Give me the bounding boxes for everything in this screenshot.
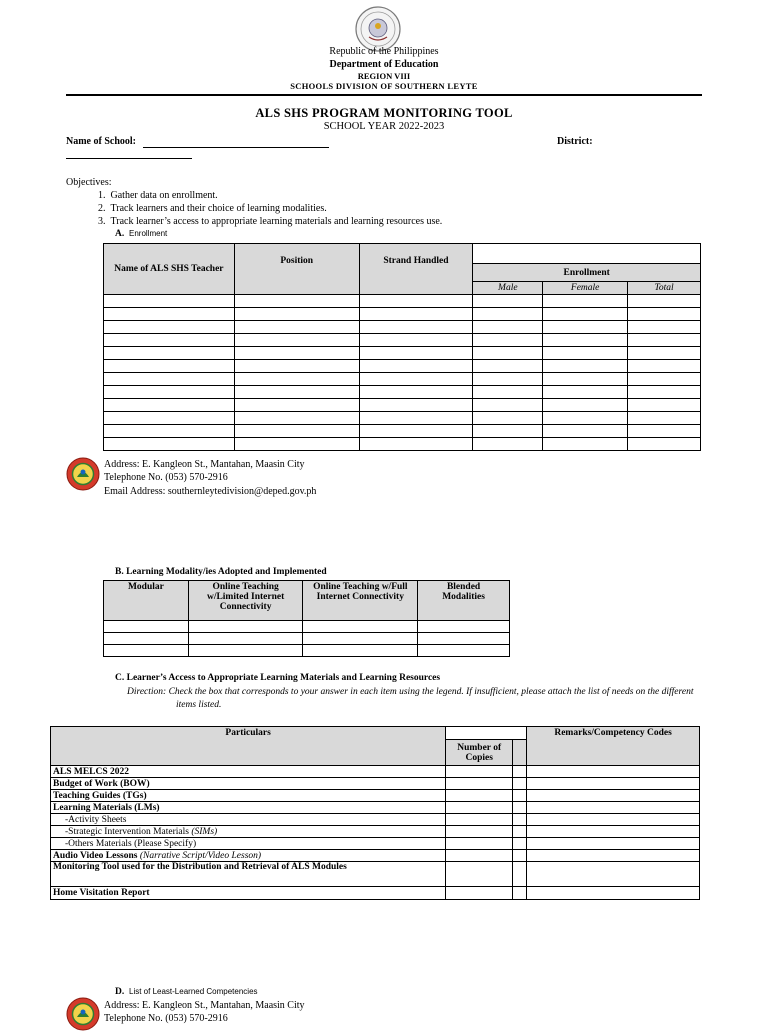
row-label [51, 850, 446, 862]
cell[interactable] [359, 321, 473, 334]
table-row [104, 347, 701, 360]
district-label: District: [557, 136, 593, 147]
table-row [51, 838, 700, 850]
cell[interactable] [188, 621, 303, 633]
cell[interactable] [104, 633, 189, 645]
cell[interactable] [446, 887, 513, 900]
cell[interactable] [359, 334, 473, 347]
cell[interactable] [359, 438, 473, 451]
objective-text: Track learner’s access to appropriate learning materials and learning resources use. [110, 216, 443, 227]
table-row [104, 645, 510, 657]
cell[interactable] [234, 308, 359, 321]
division-logo-icon [66, 997, 100, 1031]
cell[interactable] [359, 425, 473, 438]
footer-address: Address: E. Kangleon St., Mantahan, Maasin City [104, 459, 305, 470]
cell[interactable] [234, 386, 359, 399]
cell[interactable] [359, 308, 473, 321]
footer-email: Email Address: southernleytedivision@deped.gov.ph [104, 486, 317, 497]
row-label-italic: (SIMs) [191, 826, 218, 837]
cell[interactable] [234, 360, 359, 373]
row-label: Budget of Work (BOW) [51, 778, 446, 790]
cell[interactable] [628, 438, 701, 451]
col-strand: Strand Handled [359, 244, 473, 295]
division-line: SCHOOLS DIVISION OF SOUTHERN LEYTE [290, 81, 478, 91]
cell[interactable] [234, 425, 359, 438]
col-particulars: Particulars [51, 727, 446, 766]
cell[interactable] [513, 802, 527, 814]
row-label [51, 826, 446, 838]
row-label-italic: (Narrative Script/Video Lesson) [139, 850, 262, 861]
table-row [51, 826, 700, 838]
cell[interactable] [473, 360, 543, 373]
cell[interactable] [104, 645, 189, 657]
cell[interactable] [513, 826, 527, 838]
school-name-field[interactable] [143, 147, 329, 148]
cell[interactable] [446, 838, 513, 850]
col-position: Position [234, 244, 359, 295]
footer-telephone: Telephone No. (053) 570-2916 [104, 472, 228, 483]
cell[interactable] [513, 790, 527, 802]
table-row [104, 412, 701, 425]
cell[interactable] [473, 321, 543, 334]
cell[interactable] [628, 399, 701, 412]
table-row [51, 778, 700, 790]
row-label-text: -Strategic Intervention Materials [65, 826, 192, 837]
cell[interactable] [234, 399, 359, 412]
cell[interactable] [628, 334, 701, 347]
cell[interactable] [446, 766, 513, 778]
col-modular: Modular [104, 581, 189, 621]
footer-address: Address: E. Kangleon St., Mantahan, Maasin City [104, 1000, 305, 1011]
cell[interactable] [418, 633, 510, 645]
document-title: ALS SHS PROGRAM MONITORING TOOL [255, 106, 513, 120]
cell[interactable] [446, 790, 513, 802]
cell[interactable] [527, 862, 700, 887]
table-row [104, 386, 701, 399]
table-row [104, 438, 701, 451]
cell[interactable] [418, 621, 510, 633]
cell[interactable] [473, 373, 543, 386]
section-a-label [115, 229, 167, 239]
col-blended: Blended Modalities [418, 581, 510, 621]
cell[interactable] [543, 308, 628, 321]
col-online-full: Online Teaching w/Full Internet Connectivity [303, 581, 418, 621]
col-male: Male [473, 282, 543, 295]
cell[interactable] [473, 425, 543, 438]
cell[interactable] [104, 621, 189, 633]
cell[interactable] [543, 425, 628, 438]
cell[interactable] [359, 295, 473, 308]
cell[interactable] [543, 399, 628, 412]
table-row [104, 360, 701, 373]
cell[interactable] [513, 887, 527, 900]
cell[interactable] [543, 347, 628, 360]
cell[interactable] [188, 645, 303, 657]
cell[interactable] [303, 621, 418, 633]
row-label: Monitoring Tool used for the Distribution and Retrieval of ALS Modules [51, 862, 446, 887]
cell[interactable] [446, 862, 513, 887]
modality-table [103, 580, 510, 657]
footer-telephone: Telephone No. (053) 570-2916 [104, 1013, 228, 1024]
table-row [104, 295, 701, 308]
school-year: SCHOOL YEAR 2022-2023 [323, 121, 445, 132]
cell[interactable] [104, 373, 235, 386]
cell[interactable] [527, 850, 700, 862]
cell[interactable] [234, 438, 359, 451]
cell[interactable] [473, 438, 543, 451]
cell[interactable] [104, 308, 235, 321]
objective-text: Track learners and their choice of learning modalities. [110, 203, 327, 214]
cell[interactable] [104, 295, 235, 308]
section-a-title: Enrollment [129, 229, 168, 238]
cell[interactable] [234, 373, 359, 386]
cell[interactable] [543, 295, 628, 308]
cell[interactable] [543, 438, 628, 451]
cell[interactable] [473, 295, 543, 308]
row-label-text: Audio Video Lessons [53, 850, 140, 861]
cell[interactable] [628, 373, 701, 386]
cell[interactable] [473, 308, 543, 321]
cell[interactable] [513, 850, 527, 862]
cell[interactable] [359, 373, 473, 386]
cell[interactable] [359, 386, 473, 399]
cell[interactable] [527, 826, 700, 838]
objectives-heading: Objectives: [66, 177, 112, 188]
copies-spacer [446, 727, 527, 740]
cell[interactable] [359, 360, 473, 373]
col-check [513, 740, 527, 766]
cell[interactable] [543, 386, 628, 399]
row-label: Learning Materials (LMs) [51, 802, 446, 814]
cell[interactable] [628, 321, 701, 334]
objective-item: 2. Track learners and their choice of learning modalities. [98, 203, 327, 214]
section-b-label: B. Learning Modality/ies Adopted and Implemented [115, 567, 327, 577]
cell[interactable] [104, 321, 235, 334]
cell[interactable] [446, 826, 513, 838]
cell[interactable] [628, 412, 701, 425]
cell[interactable] [527, 887, 700, 900]
cell[interactable] [513, 766, 527, 778]
table-row [104, 633, 510, 645]
cell[interactable] [513, 838, 527, 850]
cell[interactable] [359, 399, 473, 412]
district-field[interactable] [66, 158, 192, 159]
cell[interactable] [628, 360, 701, 373]
cell[interactable] [303, 645, 418, 657]
col-teacher: Name of ALS SHS Teacher [104, 244, 235, 295]
cell[interactable] [104, 412, 235, 425]
cell[interactable] [359, 412, 473, 425]
cell[interactable] [234, 412, 359, 425]
col-female: Female [543, 282, 628, 295]
cell[interactable] [234, 347, 359, 360]
cell[interactable] [513, 778, 527, 790]
cell[interactable] [513, 862, 527, 887]
cell[interactable] [513, 814, 527, 826]
cell[interactable] [527, 802, 700, 814]
cell[interactable] [527, 766, 700, 778]
cell[interactable] [234, 334, 359, 347]
school-name-label: Name of School: [66, 136, 136, 147]
cell[interactable] [543, 412, 628, 425]
cell[interactable] [473, 334, 543, 347]
cell[interactable] [543, 360, 628, 373]
table-row [51, 814, 700, 826]
row-label: Teaching Guides (TGs) [51, 790, 446, 802]
enrollment-table [103, 243, 701, 451]
objective-item: 1. Gather data on enrollment. [98, 190, 218, 201]
cell[interactable] [446, 802, 513, 814]
row-label: Home Visitation Report [51, 887, 446, 900]
cell[interactable] [473, 347, 543, 360]
col-remarks: Remarks/Competency Codes [527, 727, 700, 766]
cell[interactable] [543, 321, 628, 334]
cell[interactable] [527, 778, 700, 790]
table-row [104, 308, 701, 321]
table-row [104, 334, 701, 347]
cell[interactable] [188, 633, 303, 645]
section-d-title: List of Least-Learned Competencies [129, 987, 258, 996]
header-divider [66, 94, 702, 96]
region-line: REGION VIII [357, 71, 411, 81]
row-label: -Activity Sheets [51, 814, 446, 826]
table-row [104, 321, 701, 334]
cell[interactable] [446, 778, 513, 790]
cell[interactable] [303, 633, 418, 645]
cell[interactable] [104, 347, 235, 360]
table-row [104, 373, 701, 386]
row-label: -Others Materials (Please Specify) [51, 838, 446, 850]
cell[interactable] [473, 412, 543, 425]
table-row [51, 802, 700, 814]
direction-body: Direction: Check the box that corresponds to your answer in each item using the legend. If insufficient, please attach the list of needs on the different items listed. [127, 687, 694, 710]
cell[interactable] [473, 386, 543, 399]
enrollment-spacer [473, 244, 701, 264]
cell[interactable] [543, 373, 628, 386]
objective-text: Gather data on enrollment. [110, 190, 218, 201]
table-row [104, 399, 701, 412]
particulars-table [50, 726, 700, 900]
cell[interactable] [543, 334, 628, 347]
cell[interactable] [527, 838, 700, 850]
cell[interactable] [104, 399, 235, 412]
cell[interactable] [473, 399, 543, 412]
cell[interactable] [418, 645, 510, 657]
table-row [51, 766, 700, 778]
section-letter: D. [115, 987, 125, 997]
cell[interactable] [446, 850, 513, 862]
col-enrollment: Enrollment [473, 264, 701, 282]
section-c-direction [127, 686, 697, 712]
table-row [51, 790, 700, 802]
direction-text [127, 686, 697, 712]
cell[interactable] [234, 321, 359, 334]
cell[interactable] [527, 790, 700, 802]
table-row [51, 887, 700, 900]
col-total: Total [628, 282, 701, 295]
cell[interactable] [527, 814, 700, 826]
division-logo-icon [66, 457, 100, 491]
objective-item: 3. Track learner’s access to appropriate learning materials and learning resources use. [98, 216, 443, 227]
cell[interactable] [104, 425, 235, 438]
cell[interactable] [234, 295, 359, 308]
cell[interactable] [359, 347, 473, 360]
cell[interactable] [628, 308, 701, 321]
table-row [51, 862, 700, 887]
section-c-label: C. Learner’s Access to Appropriate Learning Materials and Learning Resources [115, 673, 441, 683]
department-line: Department of Education [329, 59, 439, 70]
cell[interactable] [104, 438, 235, 451]
cell[interactable] [104, 334, 235, 347]
col-copies: Number of Copies [446, 740, 513, 766]
row-label: ALS MELCS 2022 [51, 766, 446, 778]
cell[interactable] [628, 347, 701, 360]
cell[interactable] [104, 386, 235, 399]
section-letter: A. [115, 229, 125, 239]
section-d-label [115, 987, 258, 997]
table-row [104, 621, 510, 633]
table-row [104, 425, 701, 438]
cell[interactable] [446, 814, 513, 826]
cell[interactable] [628, 425, 701, 438]
republic-line: Republic of the Philippines [329, 46, 439, 57]
cell[interactable] [628, 295, 701, 308]
col-online-limited: Online Teaching w/Limited Internet Connectivity [188, 581, 303, 621]
cell[interactable] [628, 386, 701, 399]
cell[interactable] [104, 360, 235, 373]
table-row [51, 850, 700, 862]
